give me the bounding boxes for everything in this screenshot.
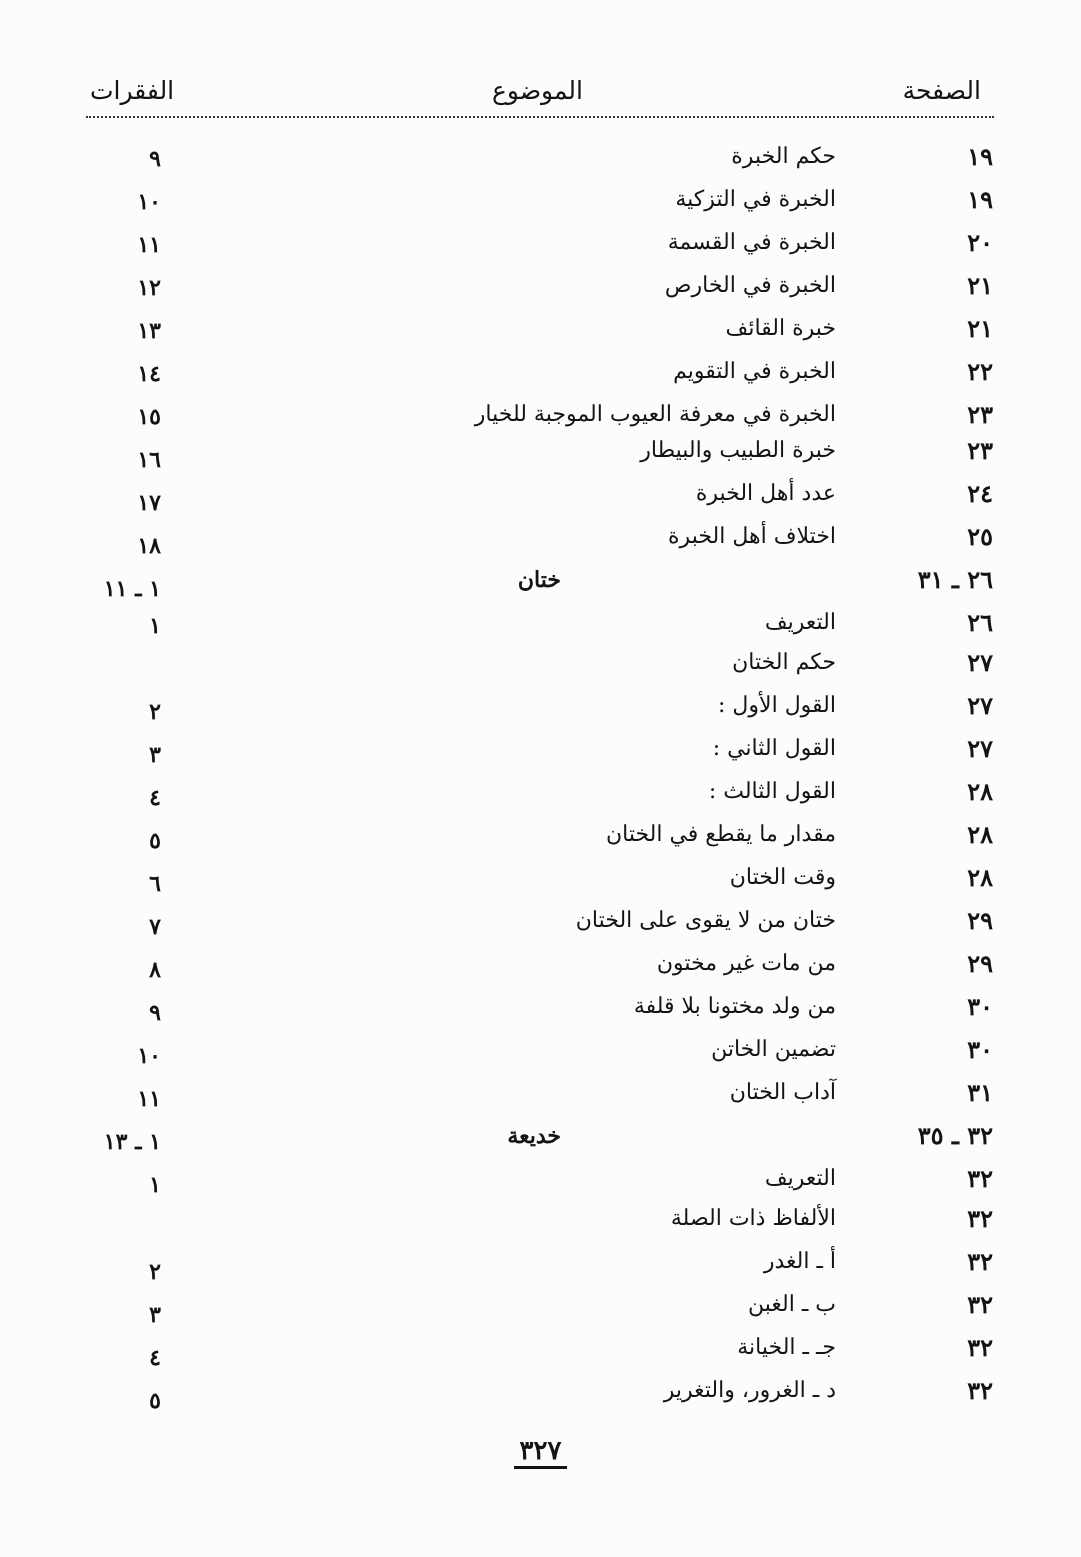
page-number-cell: ٢٩ [967,906,993,935]
page-number-cell: ٣٢ [967,1333,993,1362]
index-section-row [0,560,1081,600]
topic-cell: تضمين الخاتن [711,1037,836,1062]
topic-cell: ب ـ الغبن [748,1292,836,1317]
paragraph-number-cell: ١ ـ ١٣ [103,1129,161,1155]
page-number-cell: ٣٢ [967,1204,993,1233]
topic-cell: مقدار ما يقطع في الختان [605,822,836,847]
paragraph-number-cell: ٥ [149,828,161,854]
page-number-cell: ٢٧ [967,691,993,720]
page-number-cell: ٢٠ [967,228,993,257]
paragraph-number-cell: ١٠ [137,189,161,215]
paragraph-number-cell: ١٢ [137,275,161,301]
paragraph-number-cell: ٧ [149,914,161,940]
column-header-page: الصفحة [902,76,981,105]
paragraph-number-cell: ٢ [149,699,161,725]
topic-cell: الخبرة في معرفة العيوب الموجبة للخيار [474,402,836,427]
index-row [0,517,1081,557]
page-number-cell: ٢١ [967,271,993,300]
index-row [0,858,1081,898]
paragraph-number-cell: ٤ [149,1345,161,1371]
page-number-cell: ٢٩ [967,949,993,978]
index-row [0,987,1081,1027]
topic-cell: آداب الختان [729,1080,836,1105]
index-row [0,1199,1081,1239]
topic-cell: الخبرة في الخارص [664,273,836,298]
topic-cell: حكم الخبرة [731,144,836,169]
paragraph-number-cell: ٩ [149,1000,161,1026]
page-number-cell: ٢٨ [967,863,993,892]
column-header-paragraphs: الفقرات [90,76,175,105]
page-number-cell: ٣٠ [967,992,993,1021]
paragraph-number-cell: ١٤ [137,361,161,387]
page-number-cell: ٢٦ [967,608,993,637]
topic-cell: التعريف [764,1166,836,1191]
topic-cell: من ولد مختونا بلا قلفة [633,994,836,1019]
paragraph-number-cell: ١ ـ ١١ [103,576,161,602]
paragraph-number-cell: ٤ [149,785,161,811]
topic-cell: خبرة الطبيب والبيطار [640,438,836,463]
section-title: ختان [517,567,561,593]
index-row [0,395,1081,435]
page-number-cell: ٣٢ ـ ٣٥ [917,1121,993,1150]
topic-cell: الخبرة في القسمة [667,230,836,255]
topic-cell: القول الأول : [718,693,836,718]
paragraph-number-cell: ٨ [149,957,161,983]
paragraph-number-cell: ٥ [149,1388,161,1414]
index-row [0,266,1081,306]
index-row [0,815,1081,855]
page-number-cell: ١٩ [967,185,993,214]
paragraph-number-cell: ٦ [149,871,161,897]
page-number-cell: ٣٢ [967,1376,993,1405]
page-footer [0,1436,1081,1466]
index-row [0,1159,1081,1199]
index-section-row [0,1116,1081,1156]
topic-cell: أ ـ الغدر [763,1249,836,1274]
topic-cell: التعريف [764,610,836,635]
topic-cell: الخبرة في التقويم [673,359,836,384]
page-number-cell: ٢٣ [967,436,993,465]
page-number-cell: ٢٢ [967,357,993,386]
topic-cell: من مات غير مختون [656,951,836,976]
index-row [0,603,1081,643]
index-row [0,180,1081,220]
index-row [0,1073,1081,1113]
topic-cell: د ـ الغرور، والتغرير [663,1378,836,1403]
paragraph-number-cell: ١٨ [137,533,161,559]
index-row [0,137,1081,177]
index-row [0,1328,1081,1371]
paragraph-number-cell: ١٥ [137,404,161,430]
topic-cell: القول الثالث : [708,779,836,804]
paragraph-number-cell: ٣ [149,742,161,768]
index-row [0,643,1081,683]
page-number-cell: ٣١ [967,1078,993,1107]
page-number-cell: ٢٥ [967,522,993,551]
index-row [0,223,1081,263]
page-number-cell: ٢٧ [967,734,993,763]
page-number-cell: ٣٢ [967,1164,993,1193]
index-row [0,1371,1081,1414]
page-number-cell: ٢٨ [967,777,993,806]
index-row [0,1030,1081,1070]
index-row [0,1242,1081,1285]
paragraph-number-cell: ١٦ [137,447,161,473]
page-number-cell: ٢٤ [967,479,993,508]
paragraph-number-cell: ١١ [137,232,161,258]
topic-cell: وقت الختان [729,865,836,890]
topic-cell: الخبرة في التزكية [675,187,836,212]
topic-cell: اختلاف أهل الخبرة [668,524,836,549]
index-row [0,686,1081,726]
paragraph-number-cell: ١ [149,613,161,639]
index-row [0,944,1081,984]
index-row [0,431,1081,471]
column-header-topic: الموضوع [492,76,583,105]
paragraph-number-cell: ١١ [137,1086,161,1112]
page-number-cell: ٢١ [967,314,993,343]
paragraph-number-cell: ١٠ [137,1043,161,1069]
paragraph-number-cell: ٢ [149,1259,161,1285]
index-row [0,729,1081,769]
topic-cell: ختان من لا يقوى على الختان [575,908,836,933]
topic-cell: الألفاظ ذات الصلة [670,1206,836,1231]
topic-cell: خبرة القائف [725,316,836,341]
index-row [0,901,1081,941]
header-dotted-divider [86,116,994,118]
page-number-cell: ٣٢ [967,1290,993,1319]
page-number-cell: ٢٣ [967,400,993,429]
topic-cell: جـ ـ الخيانة [737,1335,836,1360]
page-number-cell: ٢٨ [967,820,993,849]
page-number-cell: ٢٦ ـ ٣١ [917,565,993,594]
page-number: ٣٢٧ [514,1436,568,1469]
paragraph-number-cell: ١٧ [137,490,161,516]
topic-cell: عدد أهل الخبرة [695,481,836,506]
page-number-cell: ٢٧ [967,648,993,677]
page-number-cell: ١٩ [967,142,993,171]
paragraph-number-cell: ٩ [149,146,161,172]
index-row [0,474,1081,514]
index-row [0,309,1081,349]
topic-cell: القول الثاني : [712,736,836,761]
section-title: خديعة [507,1123,561,1149]
paragraph-number-cell: ٣ [149,1302,161,1328]
index-row [0,1285,1081,1328]
paragraph-number-cell: ١ [149,1172,161,1198]
index-row [0,352,1081,392]
index-row [0,772,1081,812]
page-number-cell: ٣٢ [967,1247,993,1276]
topic-cell: حكم الختان [732,650,836,675]
paragraph-number-cell: ١٣ [137,318,161,344]
page-number-cell: ٣٠ [967,1035,993,1064]
